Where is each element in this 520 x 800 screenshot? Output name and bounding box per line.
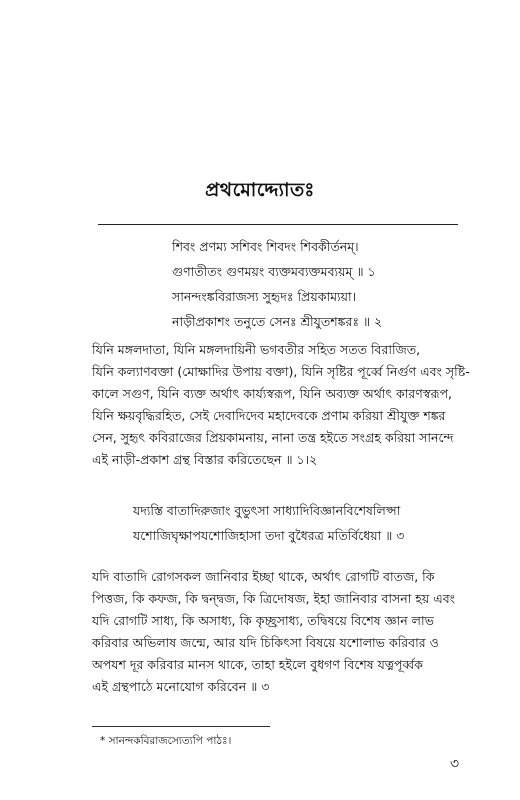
commentary-paragraph-1 <box>92 339 472 471</box>
commentary-line: এই নাড়ী-প্রকাশ গ্রন্থ বিস্তার করিতেছেন ॥ ১।২ <box>92 452 318 467</box>
verse-line: সানন্দংঙ্কবিরাজস্য সুহৃদঃ প্রিয়কাম্যয়া। <box>172 289 357 304</box>
verse-line: গুণাতীতং গুণময়ং ব্যক্তমব্যক্তমব্যয়ম্‌ ॥ ১ <box>172 264 376 279</box>
commentary-line: পিত্তজ, কি কফজ, কি দ্বন্দ্বজ, কি ত্রিদোষজ, ইহা জানিবার বাসনা হয় এবং <box>92 591 456 606</box>
commentary-paragraph-2 <box>92 566 472 698</box>
verse-line: নাড়ীপ্রকাশং তনুতে সেনঃ শ্রীযুতশঙ্করঃ ॥ ২ <box>172 314 383 329</box>
commentary-line: সেন, সুহৃৎ কবিরাজের প্রিয়কামনায়, নানা তন্ত্র হইতে সংগ্রহ করিয়া সানন্দে <box>92 430 454 445</box>
commentary-line: যদি রোগটি সাধ্য, কি অসাধ্য, কি কৃচ্ছ্রসাধ্য, তদ্বিষয়ে বিশেষ জ্ঞান লাভ <box>92 613 434 628</box>
footnote-divider <box>92 726 270 727</box>
verse-line: যদ্যস্তি বাতাদিরুজাং বুভুৎসা সাধ্যাদিবিজ্ঞানবিশেষলিপ্সা <box>133 503 401 518</box>
commentary-line: যিনি কল্যাণবক্তা (মোক্ষাদির উপায় বক্তা), যিনি সৃষ্টির পূর্ব্বে নির্গুণ এবং সৃষ্টি- <box>92 364 470 379</box>
invocation-verses <box>172 234 482 334</box>
verse-line: যশোজিঘৃক্ষাপযশোজিহাসা তদা বুধৈরত্র মতির্বিধেয়া ॥ ৩ <box>133 528 405 543</box>
commentary-line: যিনি ক্ষয়বৃদ্ধিরহিত, সেই দেবাদিদেব মহাদেবকে প্রণাম করিয়া শ্রীযুক্ত শঙ্কর <box>92 408 446 423</box>
chapter-title: প্রথমোদ্দ্যোতঃ <box>205 179 315 201</box>
commentary-line: করিবার অভিলাষ জন্মে, আর যদি চিকিৎসা বিষয়ে যশোলাভ করিবার ও <box>92 635 439 650</box>
commentary-line: যদি বাতাদি রোগসকল জানিবার ইচ্ছা থাকে, অর্থাৎ রোগটি বাতজ, কি <box>92 569 435 584</box>
footnote: * সানন্দকবিরাজস্যেত্যপি পাঠঃ। <box>100 735 232 747</box>
commentary-line: কালে সগুণ, যিনি ব্যক্ত অর্থাৎ কার্য্যস্বরূপ, যিনি অব্যক্ত অর্থাৎ কারণস্বরূপ, <box>92 386 453 401</box>
commentary-line: অপযশ দূর করিবার মানস থাকে, তাহা হইলে বুধগণ বিশেষ যত্নপূর্ব্বক <box>92 657 423 672</box>
title-divider <box>98 224 458 225</box>
commentary-line: যিনি মঙ্গলদাতা, যিনি মঙ্গলদায়িনী ভগবতীর সহিত সতত বিরাজিত, <box>92 342 421 357</box>
page-number: ৩ <box>450 756 460 772</box>
verse-3 <box>133 498 493 548</box>
verse-line: শিবং প্রণম্য সশিবং শিবদং শিবকীর্তনম্‌। <box>172 239 359 254</box>
commentary-line: এই গ্রন্থপাঠে মনোযোগ করিবেন ॥ ৩ <box>92 679 270 694</box>
